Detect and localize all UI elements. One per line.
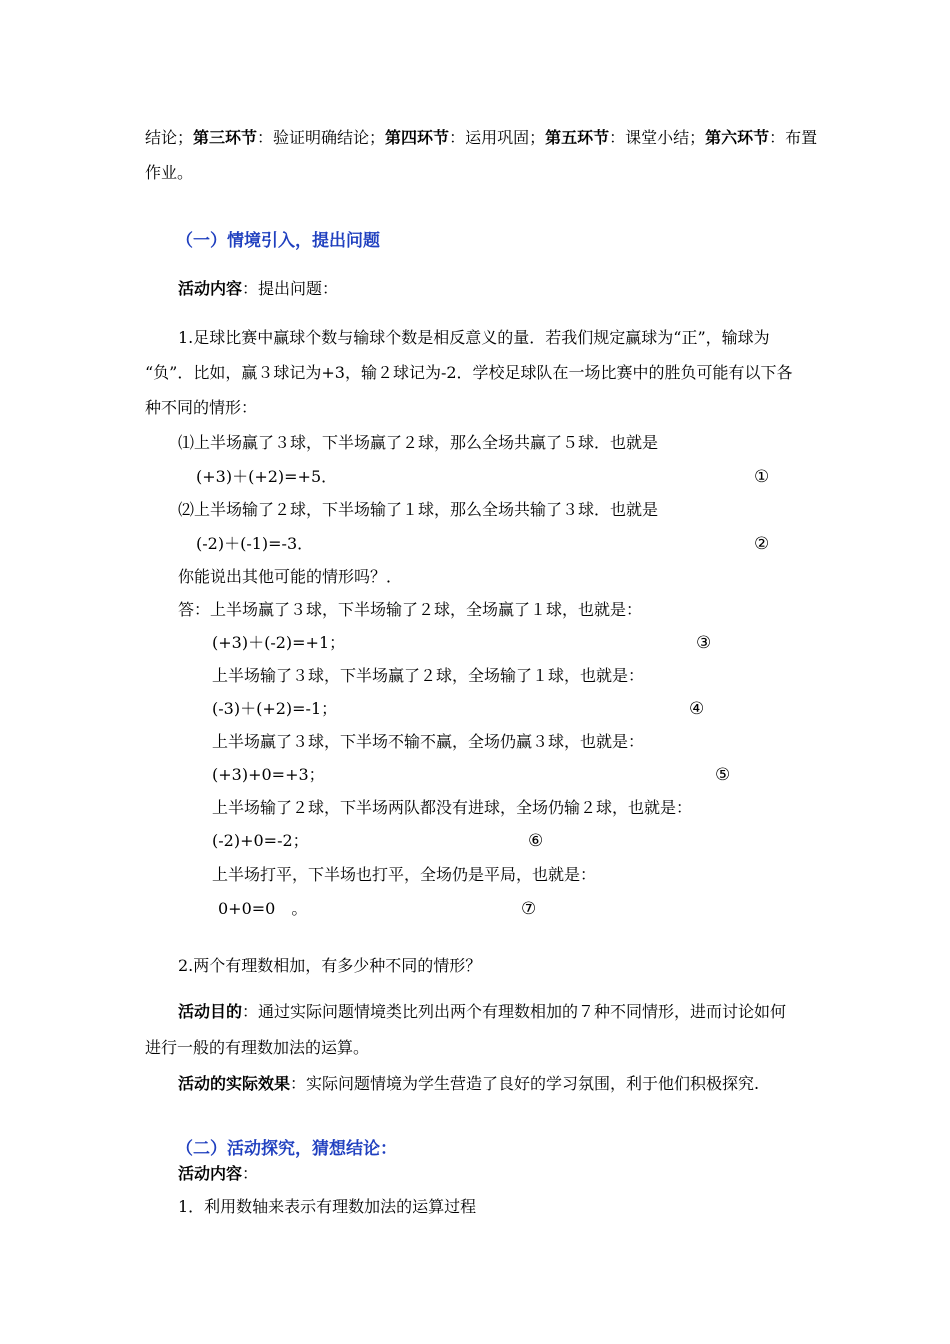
step-5-label: 第五环节 [545,128,610,147]
question-2: 2.两个有理数相加，有多少种不同的情形？ [178,956,482,975]
answer-5-marker: ⑤ [715,765,731,785]
answer-6-marker: ⑥ [528,831,544,851]
answer-3-equation: (+3)＋(-2)=+1； [212,633,346,652]
section-2-item-1: 1．利用数轴来表示有理数加法的运算过程 [178,1197,477,1216]
intro-line-1 [145,127,817,149]
answer-4-marker: ④ [689,699,705,719]
purpose-label: 活动目的 [178,1002,243,1021]
answer-3-text: 答：上半场赢了３球，下半场输了２球，全场赢了１球，也就是： [178,600,643,619]
section-1-heading: （一）情境引入，提出问题 [176,231,380,251]
step-6-label: 第六环节 [705,128,770,147]
section-2-activity-text: ： [242,1164,259,1183]
answer-6-text: 上半场输了２球，下半场两队都没有进球，全场仍输２球，也就是： [212,798,693,817]
question-1-line-1: 1.足球比赛中赢球个数与输球个数是相反意义的量．若我们规定赢球为“正”，输球为 [178,328,770,347]
activity-content-line [178,278,338,300]
answer-4-text: 上半场输了３球，下半场赢了２球，全场输了１球，也就是： [212,666,645,685]
case-2-equation: (-2)＋(-1)=-3． [196,534,314,553]
purpose-text: ：通过实际问题情境类比列出两个有理数相加的７种不同情形，进而讨论如何 [242,1002,787,1021]
section-2-activity-label: 活动内容 [178,1164,243,1183]
answer-6-equation: (-2)+0=-2； [212,831,309,850]
question-1-line-2: “负”．比如，赢３球记为+3，输２球记为-2．学校足球队在一场比赛中的胜负可能有以下各 [145,363,793,382]
purpose-line-2: 进行一般的有理数加法的运算。 [145,1038,370,1057]
question-1-line-3: 种不同的情形： [145,398,258,417]
case-1-equation: (+3)＋(+2)=+5． [196,467,338,486]
case-1-marker: ① [754,467,770,487]
intro-text: 结论； [145,128,194,147]
answer-7-text: 上半场打平，下半场也打平，全场仍是平局，也就是： [212,865,597,884]
answer-5-text: 上半场赢了３球，下半场不输不赢，全场仍赢３球，也就是： [212,732,645,751]
activity-content-label: 活动内容 [178,279,243,298]
step-3-text: ：验证明确结论； [257,128,386,147]
purpose-line-1 [178,1001,786,1023]
step-3-label: 第三环节 [193,128,258,147]
ask-other-cases: 你能说出其他可能的情形吗？． [178,567,403,586]
case-2-marker: ② [754,534,770,554]
section-2-heading: （二）活动探究，猜想结论： [176,1139,397,1159]
answer-3-marker: ③ [696,633,712,653]
step-6-text: ：布置 [769,128,818,147]
answer-5-equation: (+3)+0=+3； [212,765,325,784]
answer-7-equation: 0+0=0 。 [218,899,308,918]
case-1-text: ⑴上半场赢了３球，下半场赢了２球，那么全场共赢了５球．也就是 [178,433,659,452]
step-4-text: ：运用巩固； [449,128,546,147]
effect-line [178,1073,759,1095]
effect-text: ：实际问题情境为学生营造了良好的学习氛围，利于他们积极探究. [290,1074,760,1093]
activity-content-text: ：提出问题： [242,279,339,298]
step-4-label: 第四环节 [385,128,450,147]
intro-line-2: 作业。 [145,163,194,182]
step-5-text: ：课堂小结； [609,128,706,147]
case-2-text: ⑵上半场输了２球，下半场输了１球，那么全场共输了３球．也就是 [178,500,659,519]
effect-label: 活动的实际效果 [178,1074,291,1093]
answer-4-equation: (-3)＋(+2)=-1； [212,699,338,718]
answer-7-marker: ⑦ [521,899,537,919]
section-2-activity-line [178,1163,258,1185]
